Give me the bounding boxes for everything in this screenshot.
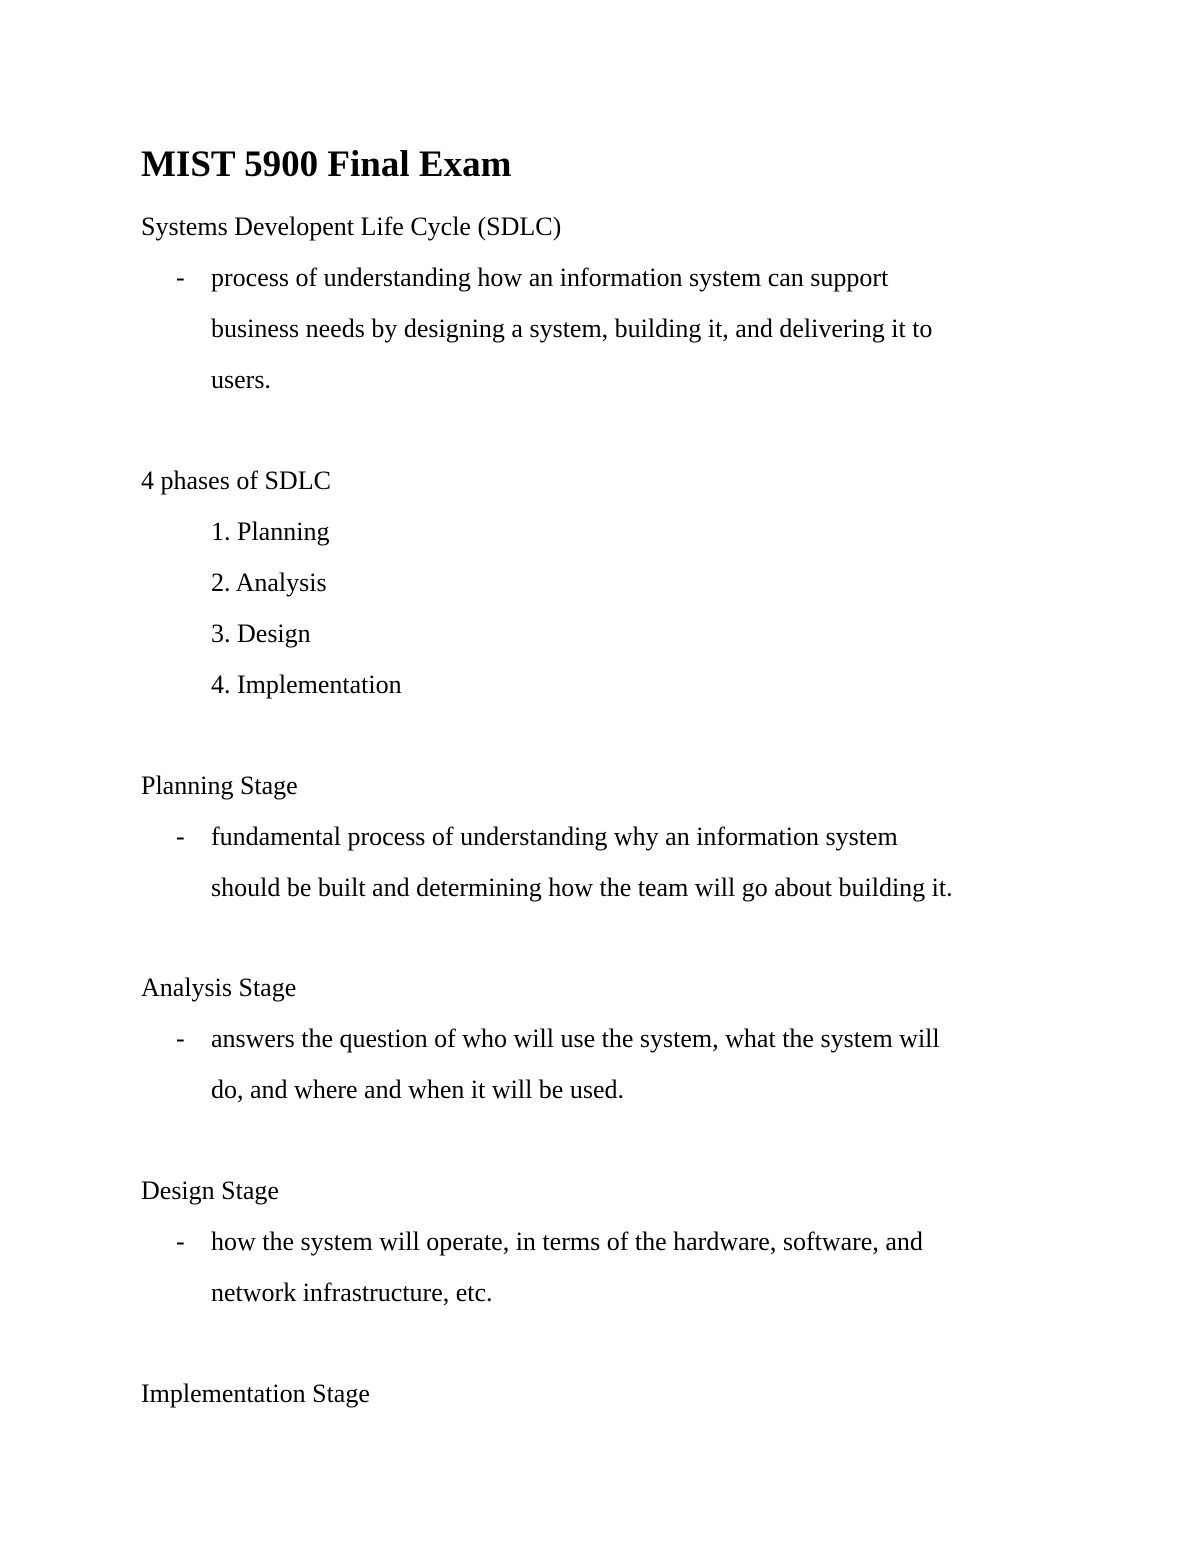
bullet-text-line: should be built and determining how the team will go about building it.: [211, 873, 953, 902]
section-heading-analysis: Analysis Stage: [141, 973, 297, 1002]
section-heading-sdlc: Systems Developent Life Cycle (SDLC): [141, 212, 562, 241]
bullet-marker: -: [176, 1024, 185, 1053]
numbered-list-item: 2. Analysis: [211, 568, 327, 597]
bullet-text-line: network infrastructure, etc.: [211, 1278, 493, 1307]
section-heading-implementation: Implementation Stage: [141, 1379, 370, 1408]
section-heading-phases: 4 phases of SDLC: [141, 466, 331, 495]
bullet-text-line: answers the question of who will use the system, what the system will: [211, 1024, 940, 1053]
section-heading-design: Design Stage: [141, 1176, 279, 1205]
document-title: MIST 5900 Final Exam: [141, 144, 512, 185]
bullet-marker: -: [176, 822, 185, 851]
bullet-text-line: users.: [211, 365, 271, 394]
bullet-marker: -: [176, 263, 185, 292]
bullet-text-line: fundamental process of understanding why an information system: [211, 822, 898, 851]
numbered-list-item: 4. Implementation: [211, 670, 402, 699]
bullet-text-line: do, and where and when it will be used.: [211, 1075, 625, 1104]
numbered-list-item: 3. Design: [211, 619, 311, 648]
bullet-text-line: process of understanding how an information system can support: [211, 263, 889, 292]
section-heading-planning: Planning Stage: [141, 771, 298, 800]
bullet-marker: -: [176, 1227, 185, 1256]
bullet-text-line: business needs by designing a system, building it, and delivering it to: [211, 314, 933, 343]
bullet-text-line: how the system will operate, in terms of the hardware, software, and: [211, 1227, 923, 1256]
numbered-list-item: 1. Planning: [211, 517, 330, 546]
